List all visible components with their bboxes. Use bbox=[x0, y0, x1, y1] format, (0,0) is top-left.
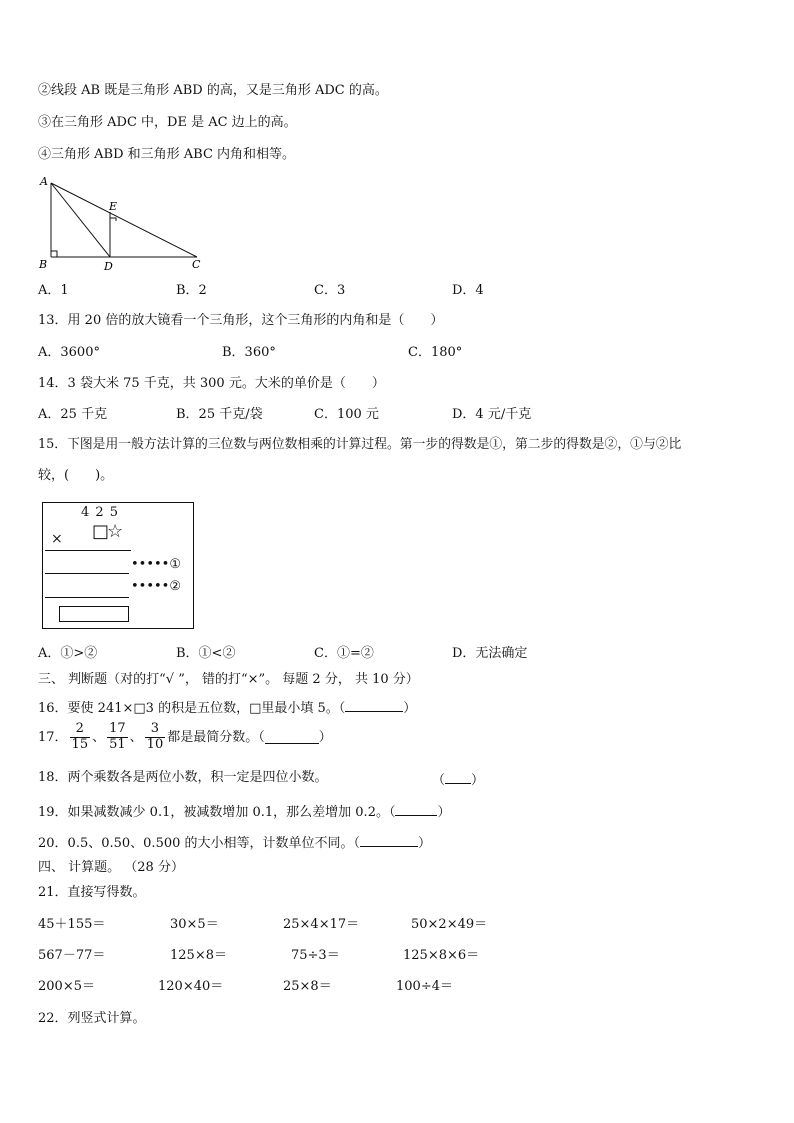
q18-answer-blank[interactable] bbox=[445, 771, 471, 784]
q15-figure bbox=[42, 502, 194, 629]
label-c: C bbox=[192, 258, 201, 271]
q15-text-line2: 较，( )。 bbox=[38, 468, 114, 483]
sum-line bbox=[45, 597, 129, 598]
q14-option-d[interactable]: D．4 元/千克 bbox=[452, 407, 532, 422]
q20-answer-blank[interactable] bbox=[360, 834, 418, 847]
q21-item: 125×8＝ bbox=[170, 948, 227, 963]
q21-item: 30×5＝ bbox=[170, 917, 219, 932]
square-star-digits: □☆ bbox=[92, 521, 122, 542]
q12-option-c[interactable]: C．3 bbox=[314, 283, 346, 298]
q17-answer-blank[interactable] bbox=[265, 731, 319, 744]
q17-sep: 、 bbox=[92, 729, 106, 745]
q12-statement-4: ④三角形 ABD 和三角形 ABC 内角和相等。 bbox=[38, 147, 296, 162]
q15-option-d[interactable]: D．无法确定 bbox=[452, 646, 528, 661]
q17-fraction-1: $\frac{2}{15}$ bbox=[71, 721, 89, 752]
label-e: E bbox=[109, 200, 118, 213]
q15-option-c[interactable]: C．①=② bbox=[314, 646, 374, 661]
q12-option-b[interactable]: B．2 bbox=[176, 283, 207, 298]
result-box bbox=[59, 606, 129, 622]
product-line bbox=[45, 550, 131, 551]
times-sign: × bbox=[51, 531, 63, 547]
q21-item: 120×40＝ bbox=[158, 979, 224, 994]
q14-text: 14．3 袋大米 75 千克，共 300 元。大米的单价是（ ） bbox=[38, 376, 385, 391]
q19 bbox=[38, 803, 450, 819]
label-d: D bbox=[104, 260, 113, 272]
q18-open: （ bbox=[432, 773, 446, 788]
triangle-figure bbox=[34, 172, 209, 272]
q21-item: 75÷3＝ bbox=[291, 948, 340, 963]
q21-item: 25×8＝ bbox=[283, 979, 332, 994]
q17-tail: 都是最简分数。（ bbox=[167, 729, 265, 745]
q13-option-b[interactable]: B．360° bbox=[222, 345, 276, 360]
q14-option-c[interactable]: C．100 元 bbox=[314, 407, 379, 422]
q19-close: ） bbox=[437, 805, 451, 820]
q16-close: ） bbox=[403, 701, 417, 716]
q19-text: 19．如果减数减少 0.1，被减数增加 0.1，那么差增加 0.2。（ bbox=[38, 805, 396, 820]
q21-item: 25×4×17＝ bbox=[283, 917, 360, 932]
step1-line bbox=[45, 573, 129, 574]
q17-num: 17． bbox=[38, 729, 68, 745]
section3-heading: 三、 判断题（对的打“√ ”， 错的打“×”。 每题 2 分， 共 10 分） bbox=[38, 672, 419, 687]
step1-marker: •••••① bbox=[131, 557, 181, 572]
q17-close: ） bbox=[318, 729, 332, 745]
q17-sep: 、 bbox=[129, 729, 143, 745]
q15-text-line1: 15．下图是用一般方法计算的三位数与两位数相乘的计算过程。第一步的得数是①，第二步的得数是②，①与②比 bbox=[38, 437, 682, 452]
q21-item: 200×5＝ bbox=[38, 979, 95, 994]
q21-item: 45＋155＝ bbox=[38, 917, 106, 932]
q12-option-d[interactable]: D．4 bbox=[452, 283, 484, 298]
q21-item: 125×8×6＝ bbox=[403, 948, 480, 963]
q16 bbox=[38, 699, 416, 715]
q20 bbox=[38, 834, 431, 850]
q21-item: 100÷4＝ bbox=[396, 979, 453, 994]
q13-option-a[interactable]: A．3600° bbox=[38, 345, 100, 360]
q21-item: 567－77＝ bbox=[38, 948, 106, 963]
q12-statement-2: ②线段 AB 既是三角形 ABD 的高，又是三角形 ADC 的高。 bbox=[38, 83, 388, 98]
q13-text: 13．用 20 倍的放大镜看一个三角形，这个三角形的内角和是（ ） bbox=[38, 313, 444, 328]
q17-fraction-3: $\frac{3}{10}$ bbox=[146, 721, 164, 752]
q22-title: 22．列竖式计算。 bbox=[38, 1011, 146, 1026]
q14-option-b[interactable]: B．25 千克/袋 bbox=[176, 407, 263, 422]
label-b: B bbox=[39, 258, 48, 271]
q18-close: ） bbox=[471, 773, 485, 788]
q20-close: ） bbox=[418, 836, 432, 851]
q21-item: 50×2×49＝ bbox=[411, 917, 488, 932]
label-a: A bbox=[40, 175, 48, 188]
q16-answer-blank[interactable] bbox=[345, 699, 403, 712]
q15-multiplicand: 4 2 5 bbox=[81, 505, 120, 520]
q17 bbox=[38, 722, 332, 753]
q15-option-a[interactable]: A．①>② bbox=[38, 646, 98, 661]
q17-fraction-2: $\frac{17}{51}$ bbox=[109, 721, 126, 752]
q14-option-a[interactable]: A．25 千克 bbox=[38, 407, 108, 422]
q16-text: 16．要使 241×□3 的积是五位数，□里最小填 5。（ bbox=[38, 701, 346, 716]
step2-marker: •••••② bbox=[131, 579, 181, 594]
q15-option-b[interactable]: B．①<② bbox=[176, 646, 236, 661]
section4-heading: 四、 计算题。 （28 分） bbox=[38, 860, 184, 875]
q13-option-c[interactable]: C．180° bbox=[408, 345, 463, 360]
q18-text: 18．两个乘数各是两位小数，积一定是四位小数。 bbox=[38, 770, 328, 785]
q19-answer-blank[interactable] bbox=[395, 803, 437, 816]
q12-statement-3: ③在三角形 ADC 中，DE 是 AC 边上的高。 bbox=[38, 115, 297, 130]
q20-text: 20．0.5、0.50、0.500 的大小相等，计数单位不同。（ bbox=[38, 836, 361, 851]
q12-option-a[interactable]: A．1 bbox=[38, 283, 69, 298]
q18-answer bbox=[432, 771, 484, 787]
q21-title: 21．直接写得数。 bbox=[38, 885, 146, 900]
